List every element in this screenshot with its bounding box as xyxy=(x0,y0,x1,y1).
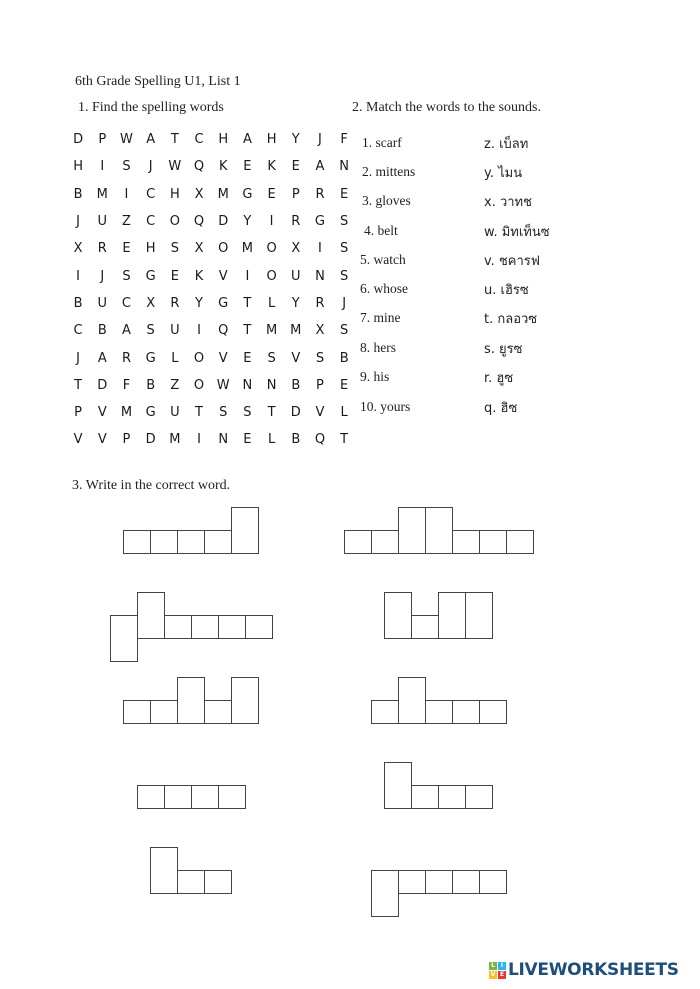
grid-letter[interactable]: R xyxy=(315,295,325,311)
grid-letter[interactable]: B xyxy=(73,295,83,311)
grid-letter[interactable]: S xyxy=(340,214,349,230)
grid-letter[interactable]: O xyxy=(218,241,229,257)
grid-letter[interactable]: H xyxy=(266,132,277,148)
letter-box-input[interactable] xyxy=(411,615,439,639)
letter-box-input[interactable] xyxy=(411,785,439,809)
grid-letter[interactable]: E xyxy=(340,186,349,202)
worksheet-title: 6th Grade Spelling U1, List 1 xyxy=(75,74,241,89)
grid-letter[interactable]: V xyxy=(315,405,325,421)
letter-box-input[interactable] xyxy=(191,615,219,639)
grid-letter[interactable]: Q xyxy=(193,159,205,175)
match-sound[interactable]: s. ยูรซ xyxy=(484,342,523,357)
grid-letter[interactable]: L xyxy=(171,350,179,366)
grid-letter[interactable]: G xyxy=(242,186,253,202)
grid-letter[interactable]: K xyxy=(218,159,228,175)
grid-letter[interactable]: B xyxy=(97,323,107,339)
letter-box-input[interactable] xyxy=(123,530,151,554)
grid-letter[interactable]: M xyxy=(290,323,302,339)
letter-box-input[interactable] xyxy=(177,530,205,554)
grid-letter[interactable]: O xyxy=(193,350,205,366)
grid-letter[interactable]: A xyxy=(242,132,252,148)
grid-letter[interactable]: S xyxy=(219,405,228,421)
letter-box-input[interactable] xyxy=(425,700,453,724)
grid-letter[interactable]: R xyxy=(97,241,107,257)
match-word: 5. watch xyxy=(360,252,406,267)
grid-letter[interactable]: I xyxy=(269,214,274,230)
grid-letter[interactable]: N xyxy=(242,377,253,393)
grid-letter[interactable]: P xyxy=(291,186,300,202)
grid-letter[interactable]: S xyxy=(170,241,179,257)
match-word: 10. yours xyxy=(360,399,411,414)
grid-letter[interactable]: S xyxy=(243,405,252,421)
logo-icon-tile: V xyxy=(490,971,496,978)
grid-letter[interactable]: L xyxy=(267,432,276,448)
grid-letter[interactable]: Q xyxy=(193,214,205,230)
grid-letter[interactable]: T xyxy=(243,295,252,311)
grid-letter[interactable]: K xyxy=(194,268,204,284)
grid-letter[interactable]: H xyxy=(145,241,156,257)
grid-letter[interactable]: G xyxy=(314,214,325,230)
letter-box-input[interactable] xyxy=(398,507,426,554)
grid-letter[interactable]: I xyxy=(197,432,201,448)
grid-letter[interactable]: B xyxy=(73,186,83,202)
grid-letter[interactable]: E xyxy=(243,432,252,448)
grid-letter[interactable]: G xyxy=(145,405,156,421)
letter-box-input[interactable] xyxy=(164,615,192,639)
grid-letter[interactable]: S xyxy=(340,268,349,284)
grid-letter[interactable]: T xyxy=(243,323,252,339)
grid-letter[interactable]: W xyxy=(120,132,133,148)
logo-icon-tile: E xyxy=(499,971,505,978)
grid-letter[interactable]: U xyxy=(97,295,108,311)
letter-box-input[interactable] xyxy=(150,700,178,724)
section2-heading: 2. Match the words to the sounds. xyxy=(352,100,541,115)
grid-letter[interactable]: B xyxy=(339,350,349,366)
grid-letter[interactable]: N xyxy=(315,268,325,284)
grid-letter[interactable]: T xyxy=(170,132,179,148)
grid-letter[interactable]: J xyxy=(342,295,347,311)
grid-letter[interactable]: Y xyxy=(291,132,300,148)
match-sound[interactable]: z. เบ็ลท xyxy=(484,137,529,152)
grid-letter[interactable]: I xyxy=(245,268,250,284)
letter-box-input[interactable] xyxy=(479,700,507,724)
grid-letter[interactable]: U xyxy=(97,214,108,230)
grid-letter[interactable]: E xyxy=(291,159,300,175)
letter-box-input[interactable] xyxy=(245,615,273,639)
grid-letter[interactable]: F xyxy=(122,377,131,393)
grid-letter[interactable]: M xyxy=(265,323,278,339)
letter-box-input[interactable] xyxy=(371,700,399,724)
grid-letter[interactable]: X xyxy=(194,186,204,202)
letter-box-input[interactable] xyxy=(150,530,178,554)
letter-box-input[interactable] xyxy=(465,785,493,809)
grid-letter[interactable]: A xyxy=(315,159,325,175)
letter-box-input[interactable] xyxy=(425,870,453,894)
grid-letter[interactable]: W xyxy=(168,159,182,175)
match-word: 3. gloves xyxy=(362,193,411,208)
match-sound[interactable]: v. ชคารฟ xyxy=(484,254,540,269)
grid-letter[interactable]: X xyxy=(146,295,156,311)
letter-box-input[interactable] xyxy=(231,677,259,724)
grid-letter[interactable]: A xyxy=(97,350,107,366)
section3-heading: 3. Write in the correct word. xyxy=(72,478,231,493)
grid-letter[interactable]: L xyxy=(267,295,276,311)
grid-letter[interactable]: C xyxy=(121,295,131,311)
match-word: 4. belt xyxy=(364,223,398,238)
grid-letter[interactable]: T xyxy=(74,377,83,393)
grid-letter[interactable]: J xyxy=(148,159,153,175)
grid-letter[interactable]: O xyxy=(266,241,277,257)
letter-box-input[interactable] xyxy=(398,870,426,894)
match-sound[interactable]: w. มิทเท็นซ xyxy=(484,225,550,240)
grid-letter[interactable]: S xyxy=(122,159,131,175)
grid-letter[interactable]: G xyxy=(218,295,229,311)
grid-letter[interactable]: Y xyxy=(291,295,300,311)
grid-letter[interactable]: E xyxy=(122,241,131,257)
grid-letter[interactable]: K xyxy=(267,159,276,175)
grid-letter[interactable]: V xyxy=(97,405,107,421)
grid-letter[interactable]: X xyxy=(194,241,204,257)
grid-letter[interactable]: M xyxy=(241,241,254,257)
grid-letter[interactable]: W xyxy=(216,377,230,393)
grid-letter[interactable]: S xyxy=(315,350,325,366)
letter-box-input[interactable] xyxy=(110,615,138,662)
letter-box-input[interactable] xyxy=(452,700,480,724)
letter-box-input[interactable] xyxy=(371,870,399,917)
grid-letter[interactable]: M xyxy=(169,432,181,448)
grid-letter[interactable]: D xyxy=(97,377,108,393)
match-word: 6. whose xyxy=(360,281,408,296)
grid-letter[interactable]: O xyxy=(266,268,277,284)
grid-letter[interactable]: D xyxy=(73,132,84,148)
grid-letter[interactable]: S xyxy=(340,241,349,257)
letter-box-input[interactable] xyxy=(371,530,399,554)
grid-letter[interactable]: C xyxy=(146,214,156,230)
section1-heading: 1. Find the spelling words xyxy=(78,100,224,115)
grid-letter[interactable]: D xyxy=(290,405,301,421)
grid-letter[interactable]: X xyxy=(315,323,325,339)
letter-box-input[interactable] xyxy=(438,785,466,809)
grid-letter[interactable]: Z xyxy=(170,377,180,393)
letter-box-input[interactable] xyxy=(479,870,507,894)
letter-box-input[interactable] xyxy=(384,592,412,639)
letter-box-input[interactable] xyxy=(218,615,246,639)
grid-letter[interactable]: N xyxy=(266,377,277,393)
liveworksheets-icon xyxy=(489,962,506,979)
grid-letter[interactable]: E xyxy=(170,268,179,284)
match-word: 8. hers xyxy=(360,340,396,355)
match-word: 2. mittens xyxy=(362,164,416,179)
letter-box-input[interactable] xyxy=(479,530,507,554)
letter-box-input[interactable] xyxy=(438,592,466,639)
grid-letter[interactable]: E xyxy=(243,159,252,175)
grid-letter[interactable]: J xyxy=(100,268,105,284)
letter-box-input[interactable] xyxy=(231,507,259,554)
letter-box-input[interactable] xyxy=(425,507,453,554)
grid-letter[interactable]: G xyxy=(145,350,156,366)
grid-letter[interactable]: S xyxy=(267,350,276,366)
grid-letter[interactable]: V xyxy=(218,268,228,284)
grid-letter[interactable]: N xyxy=(339,159,350,175)
letter-box-input[interactable] xyxy=(452,870,480,894)
grid-letter[interactable]: V xyxy=(218,350,228,366)
grid-letter[interactable]: H xyxy=(169,186,180,202)
logo-text: LIVEWORKSHEETS xyxy=(508,960,679,980)
grid-letter[interactable]: B xyxy=(291,377,301,393)
letter-box-input[interactable] xyxy=(398,677,426,724)
grid-letter[interactable]: X xyxy=(73,241,83,257)
grid-letter[interactable]: J xyxy=(76,350,81,366)
grid-letter[interactable]: U xyxy=(170,323,180,339)
match-sound[interactable]: x. วาทช xyxy=(484,195,532,210)
grid-letter[interactable]: S xyxy=(122,268,131,284)
match-sound[interactable]: q. ฮิซ xyxy=(484,401,518,416)
letter-box-input[interactable] xyxy=(384,762,412,809)
logo-icon-tile: L xyxy=(489,962,497,970)
letter-box-input[interactable] xyxy=(204,700,232,724)
grid-letter[interactable]: P xyxy=(74,405,83,421)
letter-box-input[interactable] xyxy=(506,530,534,554)
grid-letter[interactable]: Q xyxy=(314,432,326,448)
grid-letter[interactable]: O xyxy=(193,377,205,393)
letter-box-input[interactable] xyxy=(137,592,165,639)
grid-letter[interactable]: I xyxy=(124,186,129,202)
grid-letter[interactable]: M xyxy=(96,186,108,202)
logo-icon-tile: I xyxy=(498,962,506,970)
grid-letter[interactable]: A xyxy=(122,323,131,339)
grid-letter[interactable]: B xyxy=(291,432,301,448)
grid-letter[interactable]: G xyxy=(145,268,156,284)
grid-letter[interactable]: T xyxy=(195,405,203,421)
grid-letter[interactable]: F xyxy=(340,132,348,148)
grid-letter[interactable]: P xyxy=(98,132,107,148)
letter-box-input[interactable] xyxy=(177,870,205,894)
grid-letter[interactable]: D xyxy=(218,214,229,230)
grid-letter[interactable]: N xyxy=(218,432,229,448)
word-search-grid[interactable] xyxy=(66,126,356,454)
grid-letter[interactable]: R xyxy=(170,295,180,311)
grid-letter[interactable]: Y xyxy=(195,295,203,311)
grid-letter[interactable]: J xyxy=(76,214,81,230)
grid-letter[interactable]: T xyxy=(267,405,276,421)
grid-letter[interactable]: U xyxy=(170,405,180,421)
letter-box-input[interactable] xyxy=(344,530,372,554)
letter-box-input[interactable] xyxy=(204,870,232,894)
grid-letter[interactable]: I xyxy=(197,323,201,339)
grid-letter[interactable]: A xyxy=(146,132,156,148)
letter-box-input[interactable] xyxy=(204,530,232,554)
grid-letter[interactable]: E xyxy=(243,350,252,366)
match-word: 7. mine xyxy=(360,310,401,325)
grid-letter[interactable]: L xyxy=(340,405,348,421)
match-sound[interactable]: y. ไมน xyxy=(484,166,523,181)
grid-letter[interactable]: J xyxy=(318,132,322,148)
liveworksheets-logo[interactable] xyxy=(489,960,679,980)
letter-box-input[interactable] xyxy=(465,592,493,639)
grid-letter[interactable]: I xyxy=(318,241,322,257)
grid-letter[interactable]: C xyxy=(194,132,204,148)
grid-letter[interactable]: B xyxy=(146,377,156,393)
grid-letter[interactable]: V xyxy=(291,350,301,366)
grid-letter[interactable]: I xyxy=(100,159,105,175)
grid-letter[interactable]: D xyxy=(145,432,156,448)
grid-letter[interactable]: T xyxy=(340,432,349,448)
letter-box-input[interactable] xyxy=(123,700,151,724)
letter-box-input[interactable] xyxy=(150,847,178,894)
grid-letter[interactable]: Z xyxy=(122,214,131,230)
letter-box-input[interactable] xyxy=(177,677,205,724)
letter-box-input[interactable] xyxy=(218,785,246,809)
grid-letter[interactable]: U xyxy=(291,268,301,284)
grid-letter[interactable]: H xyxy=(218,132,229,148)
grid-letter[interactable]: Q xyxy=(218,323,229,339)
grid-letter[interactable]: S xyxy=(340,323,349,339)
grid-letter[interactable]: V xyxy=(73,432,83,448)
grid-letter[interactable]: S xyxy=(146,323,155,339)
letter-box-input[interactable] xyxy=(191,785,219,809)
grid-letter[interactable]: E xyxy=(340,377,349,393)
match-sound[interactable]: u. เฮิรซ xyxy=(484,283,529,298)
grid-letter[interactable]: H xyxy=(73,159,83,175)
grid-letter[interactable]: I xyxy=(76,268,81,284)
grid-letter[interactable]: P xyxy=(122,432,131,448)
grid-letter[interactable]: R xyxy=(315,186,325,202)
grid-letter[interactable]: P xyxy=(316,377,324,393)
letter-box-input[interactable] xyxy=(452,530,480,554)
letter-box-input[interactable] xyxy=(137,785,165,809)
match-word: 9. his xyxy=(360,369,390,384)
match-sound[interactable]: t. กลอวซ xyxy=(484,312,538,327)
grid-letter[interactable]: Y xyxy=(243,214,252,230)
grid-letter[interactable]: O xyxy=(169,214,180,230)
grid-letter[interactable]: V xyxy=(97,432,107,448)
match-sound[interactable]: r. ฮูซ xyxy=(484,371,514,386)
grid-letter[interactable]: X xyxy=(291,241,301,257)
grid-letter[interactable]: C xyxy=(73,323,83,339)
grid-letter[interactable]: C xyxy=(146,186,156,202)
letter-box-input[interactable] xyxy=(164,785,192,809)
grid-letter[interactable]: M xyxy=(120,405,133,421)
grid-letter[interactable]: E xyxy=(267,186,276,202)
grid-letter[interactable]: R xyxy=(291,214,301,230)
grid-letter[interactable]: M xyxy=(217,186,229,202)
grid-letter[interactable]: R xyxy=(121,350,131,366)
match-word: 1. scarf xyxy=(362,135,402,150)
